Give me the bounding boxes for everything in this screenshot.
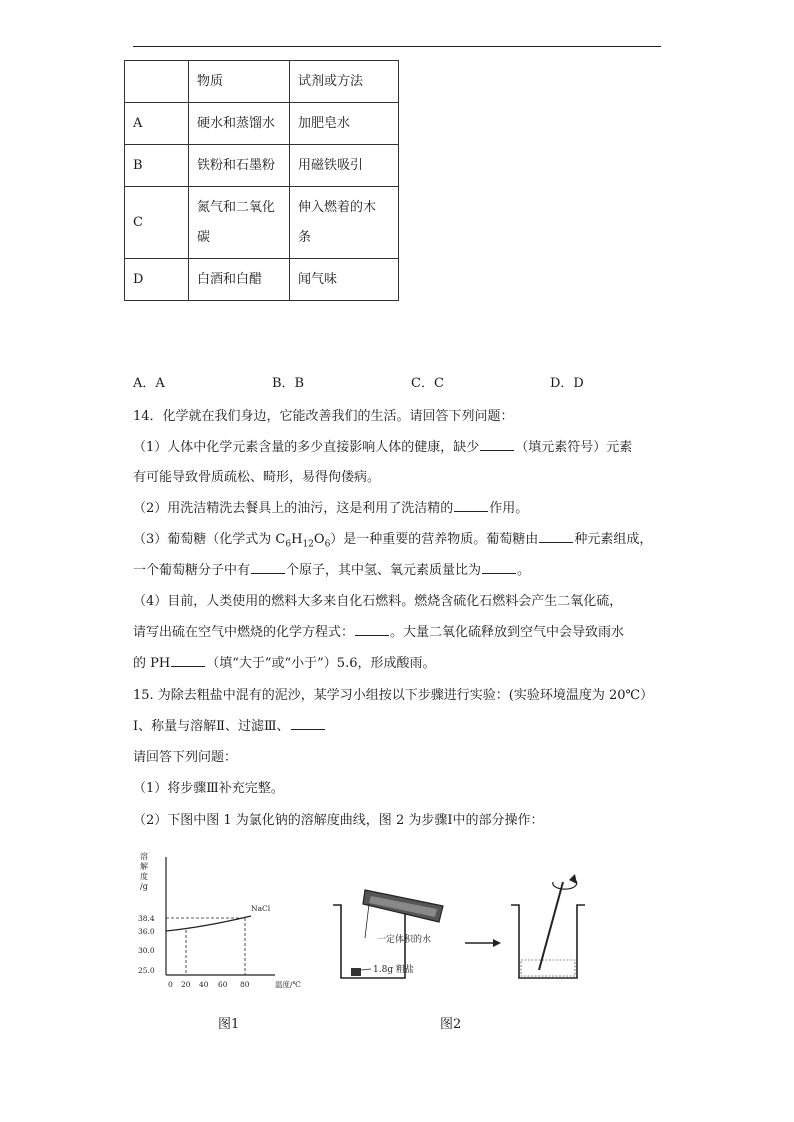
substance-line: 碳 [197, 229, 211, 245]
q14-stem: 14．化学就在我们身边，它能改善我们的生活。请回答下列问题： [133, 409, 514, 424]
table-row [125, 187, 399, 259]
row-method: 加肥皂水 [290, 103, 399, 145]
text: 请写出硫在空气中燃烧的化学方程式： [133, 625, 355, 640]
water-stream [365, 904, 369, 938]
solution [521, 960, 575, 976]
text: （填“大于”或“小于”）5.6，形成酸雨。 [206, 656, 436, 671]
text: H [291, 532, 303, 547]
table-header-cell: 物质 [189, 61, 290, 103]
q14-part3 [133, 528, 652, 550]
text: 的 PH [133, 656, 171, 671]
x-tick: 80 [240, 980, 250, 989]
subscript: 6 [324, 539, 331, 550]
q15-part1: （1）将步骤Ⅲ补充完整。 [133, 781, 284, 796]
figure1-caption: 图1 [218, 1017, 240, 1032]
substance-line: 氮气和二氧化 [197, 199, 276, 215]
row-method: 闻气味 [290, 259, 399, 301]
method-line: 伸入燃着的木 [298, 199, 377, 215]
row-method: 用磁铁吸引 [290, 145, 399, 187]
table-header-cell: 试剂或方法 [290, 61, 399, 103]
answer-blank[interactable] [482, 561, 516, 574]
subscript: 12 [302, 539, 314, 550]
q15-steps [133, 715, 326, 734]
q14-part1-cont: 有可能导致骨质疏松、畸形，易得佝偻病。 [133, 470, 381, 485]
answer-blank[interactable] [355, 623, 389, 636]
y-axis-label-char: /g [140, 882, 148, 891]
q15-ask: 请回答下列问题： [133, 750, 238, 765]
answer-blank[interactable] [539, 530, 573, 543]
x-tick: 20 [181, 980, 191, 989]
text: Ⅰ、称量与溶解Ⅱ、过滤Ⅲ、 [133, 719, 290, 734]
text: 种元素组成， [574, 532, 653, 547]
leader-line [361, 969, 371, 970]
answer-blank[interactable] [454, 499, 488, 512]
text: （2）用洗洁精洗去餐具上的油污，这是利用了洗洁精的 [133, 501, 454, 516]
y-axis-label-char: 溶 [140, 852, 148, 861]
arrow-head-icon [569, 874, 577, 884]
choice-b[interactable]: B．B [272, 376, 305, 391]
row-substance: 白酒和白醋 [189, 259, 290, 301]
subscript: 6 [285, 539, 292, 550]
table-row [125, 103, 399, 145]
table-header-row [125, 61, 399, 103]
answer-blank[interactable] [171, 654, 205, 667]
x-tick: 60 [218, 980, 228, 989]
series-label: NaCl [251, 904, 271, 913]
q14-part2 [133, 497, 528, 516]
table-row [125, 259, 399, 301]
choice-c[interactable]: C．C [411, 376, 444, 391]
options-table [124, 60, 399, 301]
row-label: B [125, 145, 189, 187]
text: ）是一种重要的营养物质。葡萄糖由 [330, 532, 539, 547]
q14-part1 [133, 436, 632, 455]
label-salt: 1.8g 粗盐 [373, 965, 414, 975]
y-tick: 25.0 [138, 966, 155, 975]
q14-part4: （4）目前，人类使用的燃料大多来自化石燃料。燃烧含硫化石燃料会产生二氧化硫， [133, 594, 623, 609]
x-tick: 40 [199, 980, 209, 989]
row-substance: 铁粉和石墨粉 [189, 145, 290, 187]
arrow-right-icon [493, 939, 501, 947]
row-substance [189, 187, 290, 259]
row-label: A [125, 103, 189, 145]
glass-rod-icon [539, 882, 563, 970]
figure2-dissolving [325, 860, 595, 990]
graduated-cylinder-icon [363, 890, 443, 922]
text: O [313, 532, 325, 547]
y-tick: 36.0 [138, 927, 155, 936]
salt-pile-icon [351, 968, 361, 976]
text: 作用。 [489, 501, 529, 516]
answer-blank[interactable] [291, 717, 325, 730]
y-axis-label-char: 解 [140, 862, 148, 871]
text: 个原子，其中氢、氧元素质量比为 [286, 563, 482, 578]
figure2-caption: 图2 [440, 1017, 462, 1032]
label-water: 一定体积的水 [377, 935, 432, 945]
text: （1）人体中化学元素含量的多少直接影响人体的健康，缺少 [133, 440, 480, 455]
q14-part4-cont2 [133, 652, 435, 671]
text: 。 [517, 563, 531, 578]
q15-part2: （2）下图中图 1 为氯化钠的溶解度曲线，图 2 为步骤Ⅰ中的部分操作： [133, 813, 544, 828]
q14-part4-cont [133, 621, 624, 640]
beaker-right [511, 905, 585, 978]
text: 。大量二氧化硫释放到空气中会导致雨水 [390, 625, 625, 640]
row-method [290, 187, 399, 259]
x-axis-label: 温度/℃ [275, 980, 301, 989]
text: （3）葡萄糖（化学式为 C [133, 532, 286, 547]
answer-blank[interactable] [480, 438, 514, 451]
row-substance: 硬水和蒸馏水 [189, 103, 290, 145]
choice-a[interactable]: A．A [133, 376, 165, 391]
text: 一个葡萄糖分子中有 [133, 563, 251, 578]
answer-blank[interactable] [251, 561, 285, 574]
row-label: C [125, 187, 189, 259]
method-line: 条 [298, 229, 312, 245]
q15-stem: 15. 为除去粗盐中混有的泥沙，某学习小组按以下步骤进行实验：(实验环境温度为 20℃） [133, 688, 654, 703]
answer-choices [133, 372, 693, 392]
q14-part3-cont [133, 559, 530, 578]
y-tick: 38.4 [138, 914, 155, 923]
header-rule [133, 46, 661, 47]
figure1-solubility-curve [135, 845, 315, 995]
text: （填元素符号）元素 [515, 440, 633, 455]
table-row [125, 145, 399, 187]
row-label: D [125, 259, 189, 301]
choice-d[interactable]: D．D [550, 376, 584, 391]
y-axis-label-char: 度 [140, 872, 148, 881]
x-tick: 0 [168, 980, 173, 989]
table-header-cell [125, 61, 189, 103]
y-tick: 30.0 [138, 946, 155, 955]
